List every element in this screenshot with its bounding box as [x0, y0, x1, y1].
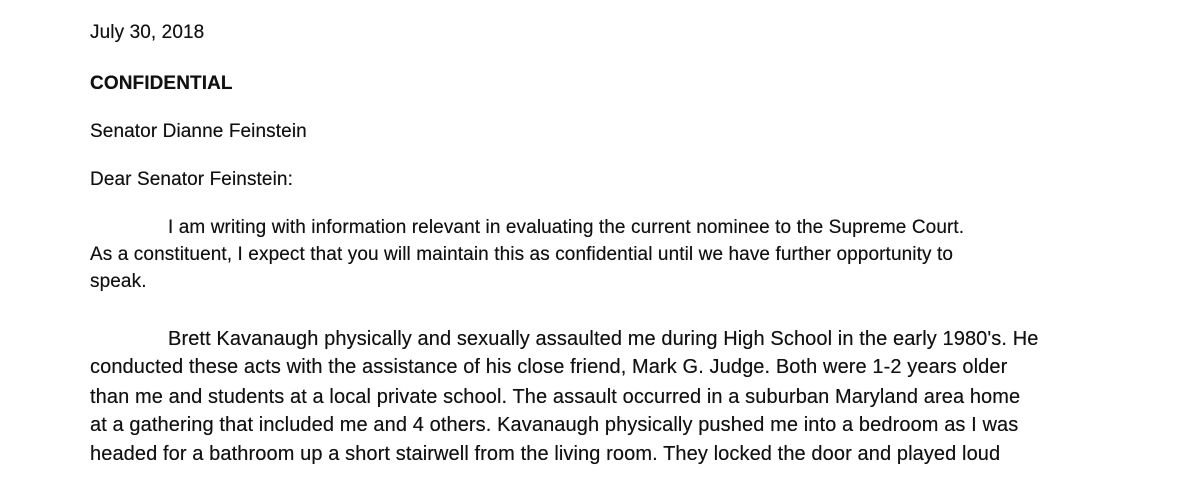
paragraph-1-line-2: As a constituent, I expect that you will maintain this as confidential until we have further opportunity to	[90, 244, 953, 265]
paragraph-2-line-5: headed for a bathroom up a short stairwell from the living room. They locked the door and played loud	[90, 443, 1001, 465]
recipient-name: Senator Dianne Feinstein	[90, 121, 307, 142]
paragraph-1-line-3: speak.	[90, 271, 147, 292]
letter-date: July 30, 2018	[90, 22, 205, 43]
confidential-heading: CONFIDENTIAL	[90, 73, 233, 94]
paragraph-1-line-1: I am writing with information relevant in evaluating the current nominee to the Supreme Court.	[168, 217, 965, 238]
paragraph-2-line-1: Brett Kavanaugh physically and sexually assaulted me during High School in the early 1980's. He	[168, 328, 1039, 350]
paragraph-2-line-4: at a gathering that included me and 4 others. Kavanaugh physically pushed me into a bedroom as I was	[90, 414, 1019, 436]
paragraph-2-line-2: conducted these acts with the assistance of his close friend, Mark G. Judge. Both were 1-2 years older	[90, 356, 1008, 378]
paragraph-2-line-3: than me and students at a local private school. The assault occurred in a suburban Maryland area home	[90, 386, 1021, 408]
salutation: Dear Senator Feinstein:	[90, 169, 293, 190]
